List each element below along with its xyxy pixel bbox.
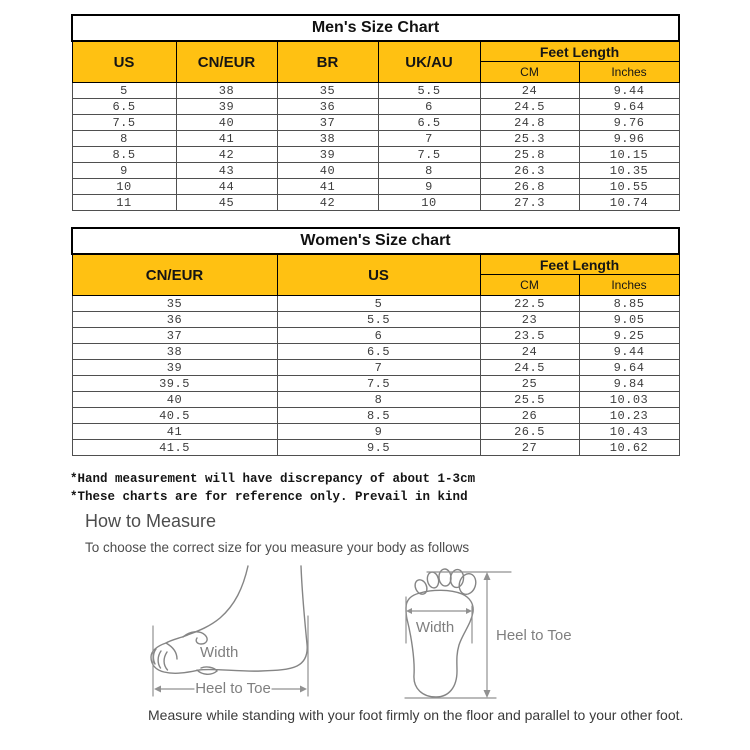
size-table-cell: 37 [277, 115, 378, 131]
size-table-cell: 42 [176, 147, 277, 163]
width-arrowhead-left [406, 608, 412, 614]
size-table-cell: 6.5 [378, 115, 480, 131]
size-table-cell: 7.5 [378, 147, 480, 163]
womens-size-table [71, 227, 680, 456]
width-label: Width [200, 644, 239, 661]
col-header-cn-eur: CN/EUR [176, 41, 277, 83]
size-table-cell: 10 [72, 179, 176, 195]
size-table-cell: 41 [277, 179, 378, 195]
size-table-cell: 23.5 [480, 328, 579, 344]
size-table-cell: 8 [378, 163, 480, 179]
toe-detail-1 [153, 649, 156, 664]
size-table-row [72, 408, 679, 424]
size-table-cell: 41 [176, 131, 277, 147]
size-table-cell: 27.3 [480, 195, 579, 211]
col-header-feet-length: Feet Length [480, 254, 679, 275]
size-table-cell: 25.5 [480, 392, 579, 408]
col-header-inches: Inches [579, 275, 679, 296]
size-table-row [72, 147, 679, 163]
size-table-cell: 39 [72, 360, 277, 376]
size-table-cell: 5 [277, 296, 480, 312]
size-table-cell: 24 [480, 83, 579, 99]
size-table-row [72, 296, 679, 312]
size-table-cell: 26.8 [480, 179, 579, 195]
size-table-cell: 6 [378, 99, 480, 115]
size-table-cell: 35 [277, 83, 378, 99]
size-table-cell: 9.44 [579, 344, 679, 360]
size-table-cell: 11 [72, 195, 176, 211]
col-header-inches: Inches [579, 62, 679, 83]
size-table-cell: 8 [72, 131, 176, 147]
size-table-cell: 9.25 [579, 328, 679, 344]
col-header-br: BR [277, 41, 378, 83]
size-table-cell: 7 [277, 360, 480, 376]
size-table-cell: 24.5 [480, 360, 579, 376]
heel-to-toe-label: Heel to Toe [496, 627, 572, 644]
size-table-cell: 10.35 [579, 163, 679, 179]
size-table-cell: 39 [277, 147, 378, 163]
size-table-cell: 5.5 [378, 83, 480, 99]
size-table-cell: 39 [176, 99, 277, 115]
size-table-cell: 6 [277, 328, 480, 344]
size-table-cell: 42 [277, 195, 378, 211]
measure-instruction-footnote: Measure while standing with your foot firmly on the floor and parallel to your other foot. [148, 707, 684, 723]
size-table-row [72, 83, 679, 99]
length-arrowhead-bottom [484, 690, 491, 698]
size-table-cell: 45 [176, 195, 277, 211]
size-table-cell: 10.03 [579, 392, 679, 408]
size-table-cell: 7.5 [277, 376, 480, 392]
size-table-row [72, 328, 679, 344]
size-table-cell: 9 [277, 424, 480, 440]
size-table-cell: 7.5 [72, 115, 176, 131]
col-header-cn-eur: CN/EUR [72, 254, 277, 296]
size-table-cell: 10.23 [579, 408, 679, 424]
size-table-cell: 8.85 [579, 296, 679, 312]
toe-detail-3 [164, 652, 167, 670]
size-table-cell: 10.62 [579, 440, 679, 456]
width-label: Width [415, 619, 455, 636]
size-table-row [72, 163, 679, 179]
size-table-cell: 41 [72, 424, 277, 440]
size-table-cell: 9.96 [579, 131, 679, 147]
size-table-cell: 40.5 [72, 408, 277, 424]
size-table-cell: 9.05 [579, 312, 679, 328]
size-table-cell: 8.5 [277, 408, 480, 424]
size-table-cell: 9.64 [579, 99, 679, 115]
size-table-cell: 10.74 [579, 195, 679, 211]
size-table-cell: 41.5 [72, 440, 277, 456]
size-table-row [72, 115, 679, 131]
size-table-cell: 24.8 [480, 115, 579, 131]
size-table-row [72, 99, 679, 115]
size-table-cell: 27 [480, 440, 579, 456]
size-table-cell: 35 [72, 296, 277, 312]
size-table-row [72, 376, 679, 392]
size-table-cell: 25 [480, 376, 579, 392]
sole-loop [197, 667, 217, 674]
size-table-cell: 10 [378, 195, 480, 211]
size-table-cell: 26 [480, 408, 579, 424]
how-to-measure-title: How to Measure [85, 511, 217, 531]
size-table-cell: 8.5 [72, 147, 176, 163]
size-table-cell: 8 [277, 392, 480, 408]
instep-loop [183, 632, 207, 644]
size-table-cell: 40 [176, 115, 277, 131]
col-header-us: US [277, 254, 480, 296]
size-table-cell: 7 [378, 131, 480, 147]
size-table-row [72, 440, 679, 456]
size-table-cell: 37 [72, 328, 277, 344]
size-table-cell: 6.5 [72, 99, 176, 115]
size-table-cell: 24.5 [480, 99, 579, 115]
footprint-outline [406, 590, 473, 697]
size-table-cell: 9.44 [579, 83, 679, 99]
size-table-cell: 9.84 [579, 376, 679, 392]
size-table-cell: 10.15 [579, 147, 679, 163]
size-table-row [72, 195, 679, 211]
size-table-cell: 25.8 [480, 147, 579, 163]
size-table-cell: 10.55 [579, 179, 679, 195]
size-table-cell: 9 [378, 179, 480, 195]
size-table-row [72, 424, 679, 440]
col-header-feet-length: Feet Length [480, 41, 679, 62]
length-arrowhead-top [484, 572, 491, 580]
note-line-1: *Hand measurement will have discrepancy of about 1-3cm [70, 472, 476, 486]
measurement-notes [70, 470, 475, 506]
size-table-cell: 38 [277, 131, 378, 147]
size-table-cell: 43 [176, 163, 277, 179]
womens-table-title: Women's Size chart [72, 228, 679, 254]
arrowhead-right [300, 686, 307, 693]
size-table-row [72, 344, 679, 360]
size-table-cell: 26.5 [480, 424, 579, 440]
how-to-measure-subtitle: To choose the correct size for you measure your body as follows [85, 540, 470, 555]
size-table-cell: 38 [176, 83, 277, 99]
heel-to-toe-label: Heel to Toe [195, 680, 271, 697]
width-arrowhead-right [466, 608, 472, 614]
arrowhead-left [154, 686, 161, 693]
size-table-cell: 39.5 [72, 376, 277, 392]
size-table-cell: 36 [277, 99, 378, 115]
col-header-uk-au: UK/AU [378, 41, 480, 83]
col-header-cm: CM [480, 275, 579, 296]
col-header-cm: CM [480, 62, 579, 83]
size-table-cell: 22.5 [480, 296, 579, 312]
mens-size-table [71, 14, 680, 211]
toe-detail-2 [158, 651, 161, 668]
foot-bottom-view-diagram [398, 556, 573, 706]
size-table-row [72, 392, 679, 408]
size-table-cell: 9.64 [579, 360, 679, 376]
size-table-row [72, 131, 679, 147]
size-table-cell: 10.43 [579, 424, 679, 440]
size-table-row [72, 312, 679, 328]
size-table-cell: 26.3 [480, 163, 579, 179]
size-table-cell: 9.76 [579, 115, 679, 131]
size-table-cell: 38 [72, 344, 277, 360]
foot-side-view-diagram [145, 562, 315, 703]
size-table-cell: 23 [480, 312, 579, 328]
size-table-row [72, 360, 679, 376]
col-header-us: US [72, 41, 176, 83]
size-table-cell: 40 [72, 392, 277, 408]
size-table-cell: 36 [72, 312, 277, 328]
size-table-cell: 9 [72, 163, 176, 179]
size-table-cell: 24 [480, 344, 579, 360]
size-table-cell: 40 [277, 163, 378, 179]
size-table-cell: 5.5 [277, 312, 480, 328]
note-line-2: *These charts are for reference only. Prevail in kind [70, 490, 468, 504]
size-table-cell: 9.5 [277, 440, 480, 456]
size-table-row [72, 179, 679, 195]
size-table-cell: 6.5 [277, 344, 480, 360]
big-toe-line [166, 643, 177, 659]
size-table-cell: 44 [176, 179, 277, 195]
toe-3 [438, 569, 451, 587]
size-table-cell: 5 [72, 83, 176, 99]
toe-2 [426, 571, 440, 589]
mens-table-title: Men's Size Chart [72, 15, 679, 41]
size-table-cell: 25.3 [480, 131, 579, 147]
